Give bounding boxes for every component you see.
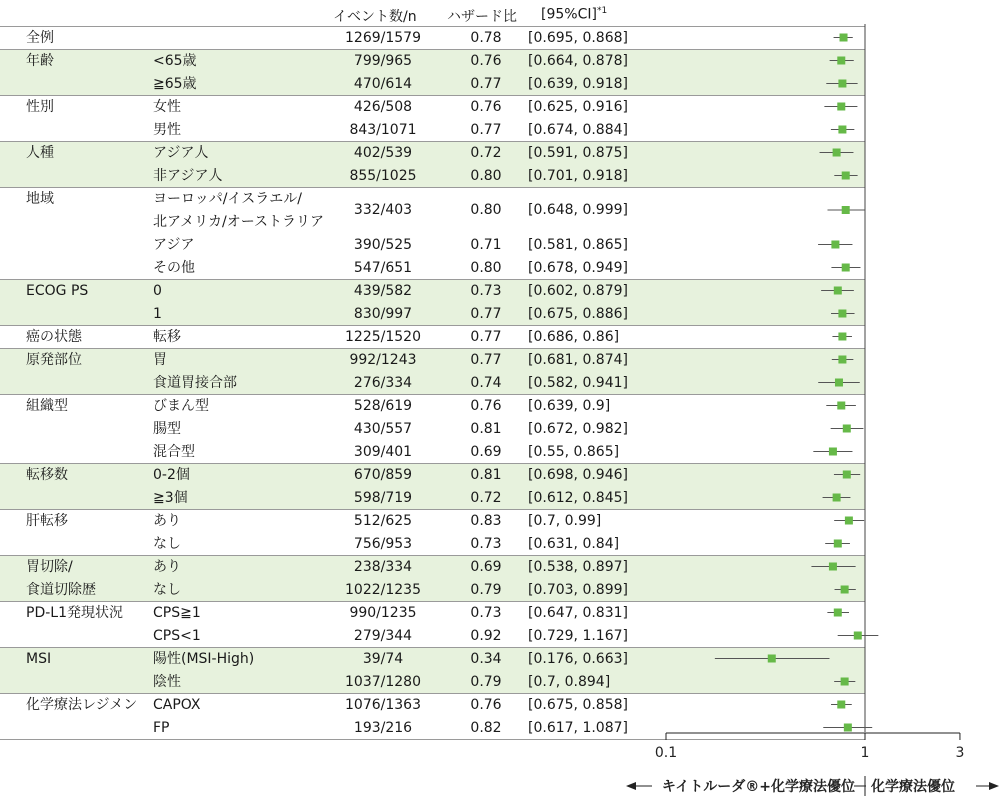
- events-value: 1269/1579: [345, 29, 421, 46]
- x-tick-label: 3: [955, 745, 965, 761]
- ci-value: [0.612, 0.845]: [528, 489, 628, 506]
- hazard-ratio-marker: [835, 379, 843, 387]
- subgroup-label: アジア人: [153, 144, 209, 161]
- hazard-ratio-value: 0.34: [470, 650, 502, 667]
- group-label: ECOG PS: [26, 283, 89, 299]
- events-value: 990/1235: [349, 604, 417, 621]
- hazard-ratio-value: 0.77: [470, 305, 502, 322]
- favors-left-label: キイトルーダ®+化学療法優位: [661, 779, 855, 795]
- hazard-ratio-value: 0.82: [470, 719, 502, 736]
- hazard-ratio-marker: [841, 678, 849, 686]
- subgroup-label: 胃: [153, 351, 167, 368]
- events-value: 276/334: [353, 374, 413, 391]
- hazard-ratio-marker: [834, 609, 842, 617]
- events-value: 238/334: [353, 558, 413, 575]
- ci-value: [0.639, 0.918]: [528, 75, 628, 92]
- subgroup-label: 0: [153, 282, 162, 299]
- hazard-ratio-value: 0.79: [470, 673, 502, 690]
- subgroup-label: <65歳: [153, 52, 197, 69]
- events-value: 470/614: [353, 75, 413, 92]
- x-tick-label: 0.1: [654, 745, 678, 761]
- hazard-ratio-value: 0.80: [470, 259, 502, 276]
- favors-right-label: 化学療法優位: [871, 779, 955, 795]
- group-label: 性別: [26, 99, 54, 115]
- subgroup-label: 混合型: [153, 443, 195, 460]
- hazard-ratio-value: 0.76: [470, 52, 502, 69]
- subgroup-label-line2: 北アメリカ/オーストラリア: [153, 214, 325, 230]
- ci-value: [0.701, 0.918]: [528, 167, 628, 184]
- ci-value: [0.729, 1.167]: [528, 627, 628, 644]
- ci-footnote-mark: *1: [596, 6, 608, 16]
- events-value: 1225/1520: [345, 328, 421, 345]
- hazard-ratio-value: 0.73: [470, 282, 502, 299]
- ci-value: [0.7, 0.99]: [528, 512, 602, 529]
- hazard-ratio-value: 0.73: [470, 535, 502, 552]
- hazard-ratio-marker: [841, 586, 849, 594]
- arrow-right-icon: [989, 782, 999, 790]
- subgroup-label: あり: [153, 558, 181, 575]
- hazard-ratio-marker: [842, 264, 850, 272]
- events-value: 528/619: [353, 397, 413, 414]
- hazard-ratio-value: 0.76: [470, 397, 502, 414]
- hazard-ratio-value: 0.83: [470, 512, 502, 529]
- hazard-ratio-value: 0.71: [470, 236, 502, 253]
- hazard-ratio-value: 0.72: [470, 144, 502, 161]
- ci-value: [0.675, 0.886]: [528, 305, 628, 322]
- subgroup-label: なし: [153, 535, 181, 552]
- events-value: 1076/1363: [345, 696, 421, 713]
- events-value: 332/403: [353, 202, 413, 218]
- ci-value: [0.55, 0.865]: [528, 443, 620, 460]
- ci-value: [0.617, 1.087]: [528, 719, 628, 736]
- subgroup-label: 食道胃接合部: [153, 374, 237, 391]
- group-label: 全例: [26, 30, 54, 46]
- group-label: 地域: [26, 191, 54, 207]
- hazard-ratio-marker: [834, 287, 842, 295]
- ci-column-header-label: [95%CI]: [541, 6, 597, 23]
- hazard-ratio-marker: [842, 206, 850, 214]
- subgroup-label: 非アジア人: [153, 167, 223, 184]
- hazard-ratio-value: 0.77: [470, 328, 502, 345]
- ci-value: [0.695, 0.868]: [528, 29, 628, 46]
- subgroup-label: なし: [153, 581, 181, 598]
- subgroup-label: アジア: [153, 236, 195, 253]
- hazard-ratio-marker: [829, 448, 837, 456]
- group-label: 癌の状態: [26, 329, 82, 345]
- hazard-ratio-marker: [838, 310, 846, 318]
- subgroup-label: CPS<1: [153, 627, 201, 644]
- ci-value: [0.647, 0.831]: [528, 604, 628, 621]
- hazard-ratio-value: 0.77: [470, 121, 502, 138]
- group-label: PD-L1発現状況: [26, 605, 123, 621]
- ci-value: [0.7, 0.894]: [528, 673, 611, 690]
- group-label: 胃切除/: [26, 559, 73, 575]
- hazard-ratio-marker: [837, 57, 845, 65]
- ci-value: [0.703, 0.899]: [528, 581, 628, 598]
- events-value: 279/344: [353, 627, 413, 644]
- hazard-ratio-value: 0.76: [470, 696, 502, 713]
- group-label: 肝転移: [26, 513, 68, 529]
- hazard-ratio-value: 0.81: [470, 420, 502, 437]
- hazard-ratio-value: 0.80: [470, 202, 502, 218]
- hazard-ratio-value: 0.69: [470, 443, 502, 460]
- events-value: 426/508: [353, 98, 413, 115]
- hazard-ratio-marker: [831, 241, 839, 249]
- events-value: 1037/1280: [345, 673, 421, 690]
- subgroup-label: 男性: [153, 121, 181, 138]
- group-label: 化学療法レジメン: [26, 697, 138, 713]
- subgroup-label: ≧3個: [153, 489, 188, 506]
- hazard-ratio-value: 0.78: [470, 29, 502, 46]
- ci-value: [0.675, 0.858]: [528, 696, 628, 713]
- ci-value: [0.648, 0.999]: [528, 202, 628, 218]
- hazard-ratio-marker: [838, 333, 846, 341]
- hazard-ratio-value: 0.81: [470, 466, 502, 483]
- events-value: 390/525: [353, 236, 413, 253]
- subgroup-label: FP: [153, 719, 170, 736]
- events-value: 512/625: [353, 512, 413, 529]
- ci-value: [0.681, 0.874]: [528, 351, 628, 368]
- ci-value: [0.678, 0.949]: [528, 259, 628, 276]
- subgroup-label: CAPOX: [153, 696, 201, 713]
- events-value: 39/74: [362, 650, 404, 667]
- hazard-ratio-marker: [837, 701, 845, 709]
- events-value: 992/1243: [349, 351, 417, 368]
- group-label: 原発部位: [26, 352, 82, 368]
- ci-value: [0.625, 0.916]: [528, 98, 628, 115]
- ci-value: [0.672, 0.982]: [528, 420, 628, 437]
- subgroup-label: びまん型: [153, 397, 209, 414]
- hazard-ratio-marker: [833, 494, 841, 502]
- hazard-ratio-marker: [838, 356, 846, 364]
- hazard-ratio-value: 0.92: [470, 627, 502, 644]
- hazard-ratio-column-header: ハザード比: [447, 9, 517, 25]
- hazard-ratio-marker: [829, 563, 837, 571]
- hazard-ratio-value: 0.79: [470, 581, 502, 598]
- hazard-ratio-value: 0.77: [470, 75, 502, 92]
- events-value: 855/1025: [349, 167, 417, 184]
- hazard-ratio-value: 0.77: [470, 351, 502, 368]
- group-label: 転移数: [26, 467, 68, 483]
- ci-value: [0.664, 0.878]: [528, 52, 628, 69]
- hazard-ratio-marker: [845, 517, 853, 525]
- hazard-ratio-value: 0.80: [470, 167, 502, 184]
- arrow-left-icon: [626, 782, 636, 790]
- subgroup-label: 女性: [153, 98, 181, 115]
- hazard-ratio-marker: [833, 149, 841, 157]
- hazard-ratio-value: 0.72: [470, 489, 502, 506]
- events-value: 1022/1235: [345, 581, 421, 598]
- events-value: 843/1071: [349, 121, 417, 138]
- ci-value: [0.581, 0.865]: [528, 236, 628, 253]
- ci-value: [0.176, 0.663]: [528, 650, 628, 667]
- ci-value: [0.631, 0.84]: [528, 535, 620, 552]
- group-label: 人種: [26, 145, 54, 161]
- subgroup-label: 陽性(MSI-High): [153, 650, 255, 667]
- subgroup-label: 腸型: [153, 420, 181, 437]
- hazard-ratio-marker: [840, 34, 848, 42]
- events-value: 402/539: [353, 144, 413, 161]
- hazard-ratio-marker: [843, 425, 851, 433]
- ci-value: [0.698, 0.946]: [528, 466, 628, 483]
- ci-value: [0.582, 0.941]: [528, 374, 628, 391]
- hazard-ratio-marker: [768, 655, 776, 663]
- subgroup-label: 0-2個: [153, 466, 190, 483]
- ci-value: [0.686, 0.86]: [528, 328, 620, 345]
- hazard-ratio-marker: [834, 540, 842, 548]
- group-label: 組織型: [26, 398, 68, 414]
- x-tick-label: 1: [860, 745, 870, 761]
- ci-value: [0.591, 0.875]: [528, 144, 628, 161]
- hazard-ratio-marker: [843, 471, 851, 479]
- hazard-ratio-value: 0.76: [470, 98, 502, 115]
- subgroup-label: 1: [153, 305, 162, 322]
- hazard-ratio-value: 0.69: [470, 558, 502, 575]
- events-value: 670/859: [353, 466, 413, 483]
- subgroup-label: CPS≧1: [153, 604, 201, 621]
- hazard-ratio-marker: [837, 103, 845, 111]
- hazard-ratio-marker: [854, 632, 862, 640]
- hazard-ratio-marker: [842, 172, 850, 180]
- subgroup-label: ヨーロッパ/イスラエル/: [153, 191, 303, 207]
- hazard-ratio-marker: [837, 402, 845, 410]
- ci-value: [0.602, 0.879]: [528, 282, 628, 299]
- subgroup-label: あり: [153, 512, 181, 529]
- events-value: 430/557: [353, 420, 413, 437]
- ci-value: [0.639, 0.9]: [528, 397, 611, 414]
- hazard-ratio-marker: [838, 80, 846, 88]
- events-value: 799/965: [353, 52, 413, 69]
- subgroup-label: 転移: [153, 328, 181, 345]
- events-column-header: イベント数/n: [333, 9, 417, 25]
- events-value: 547/651: [353, 259, 413, 276]
- events-value: 830/997: [353, 305, 413, 322]
- events-value: 598/719: [353, 489, 413, 506]
- subgroup-label: 陰性: [153, 673, 181, 690]
- subgroup-label: その他: [153, 259, 195, 276]
- events-value: 309/401: [353, 443, 413, 460]
- group-label: 年齢: [26, 53, 54, 69]
- events-value: 193/216: [353, 719, 413, 736]
- hazard-ratio-marker: [844, 724, 852, 732]
- ci-value: [0.538, 0.897]: [528, 558, 628, 575]
- group-label: MSI: [26, 651, 52, 667]
- events-value: 439/582: [353, 282, 413, 299]
- subgroup-label: ≧65歳: [153, 75, 197, 92]
- events-value: 756/953: [353, 535, 413, 552]
- hazard-ratio-value: 0.74: [470, 374, 502, 391]
- ci-value: [0.674, 0.884]: [528, 121, 628, 138]
- group-label-line2: 食道切除歴: [26, 582, 96, 598]
- hazard-ratio-value: 0.73: [470, 604, 502, 621]
- hazard-ratio-marker: [838, 126, 846, 134]
